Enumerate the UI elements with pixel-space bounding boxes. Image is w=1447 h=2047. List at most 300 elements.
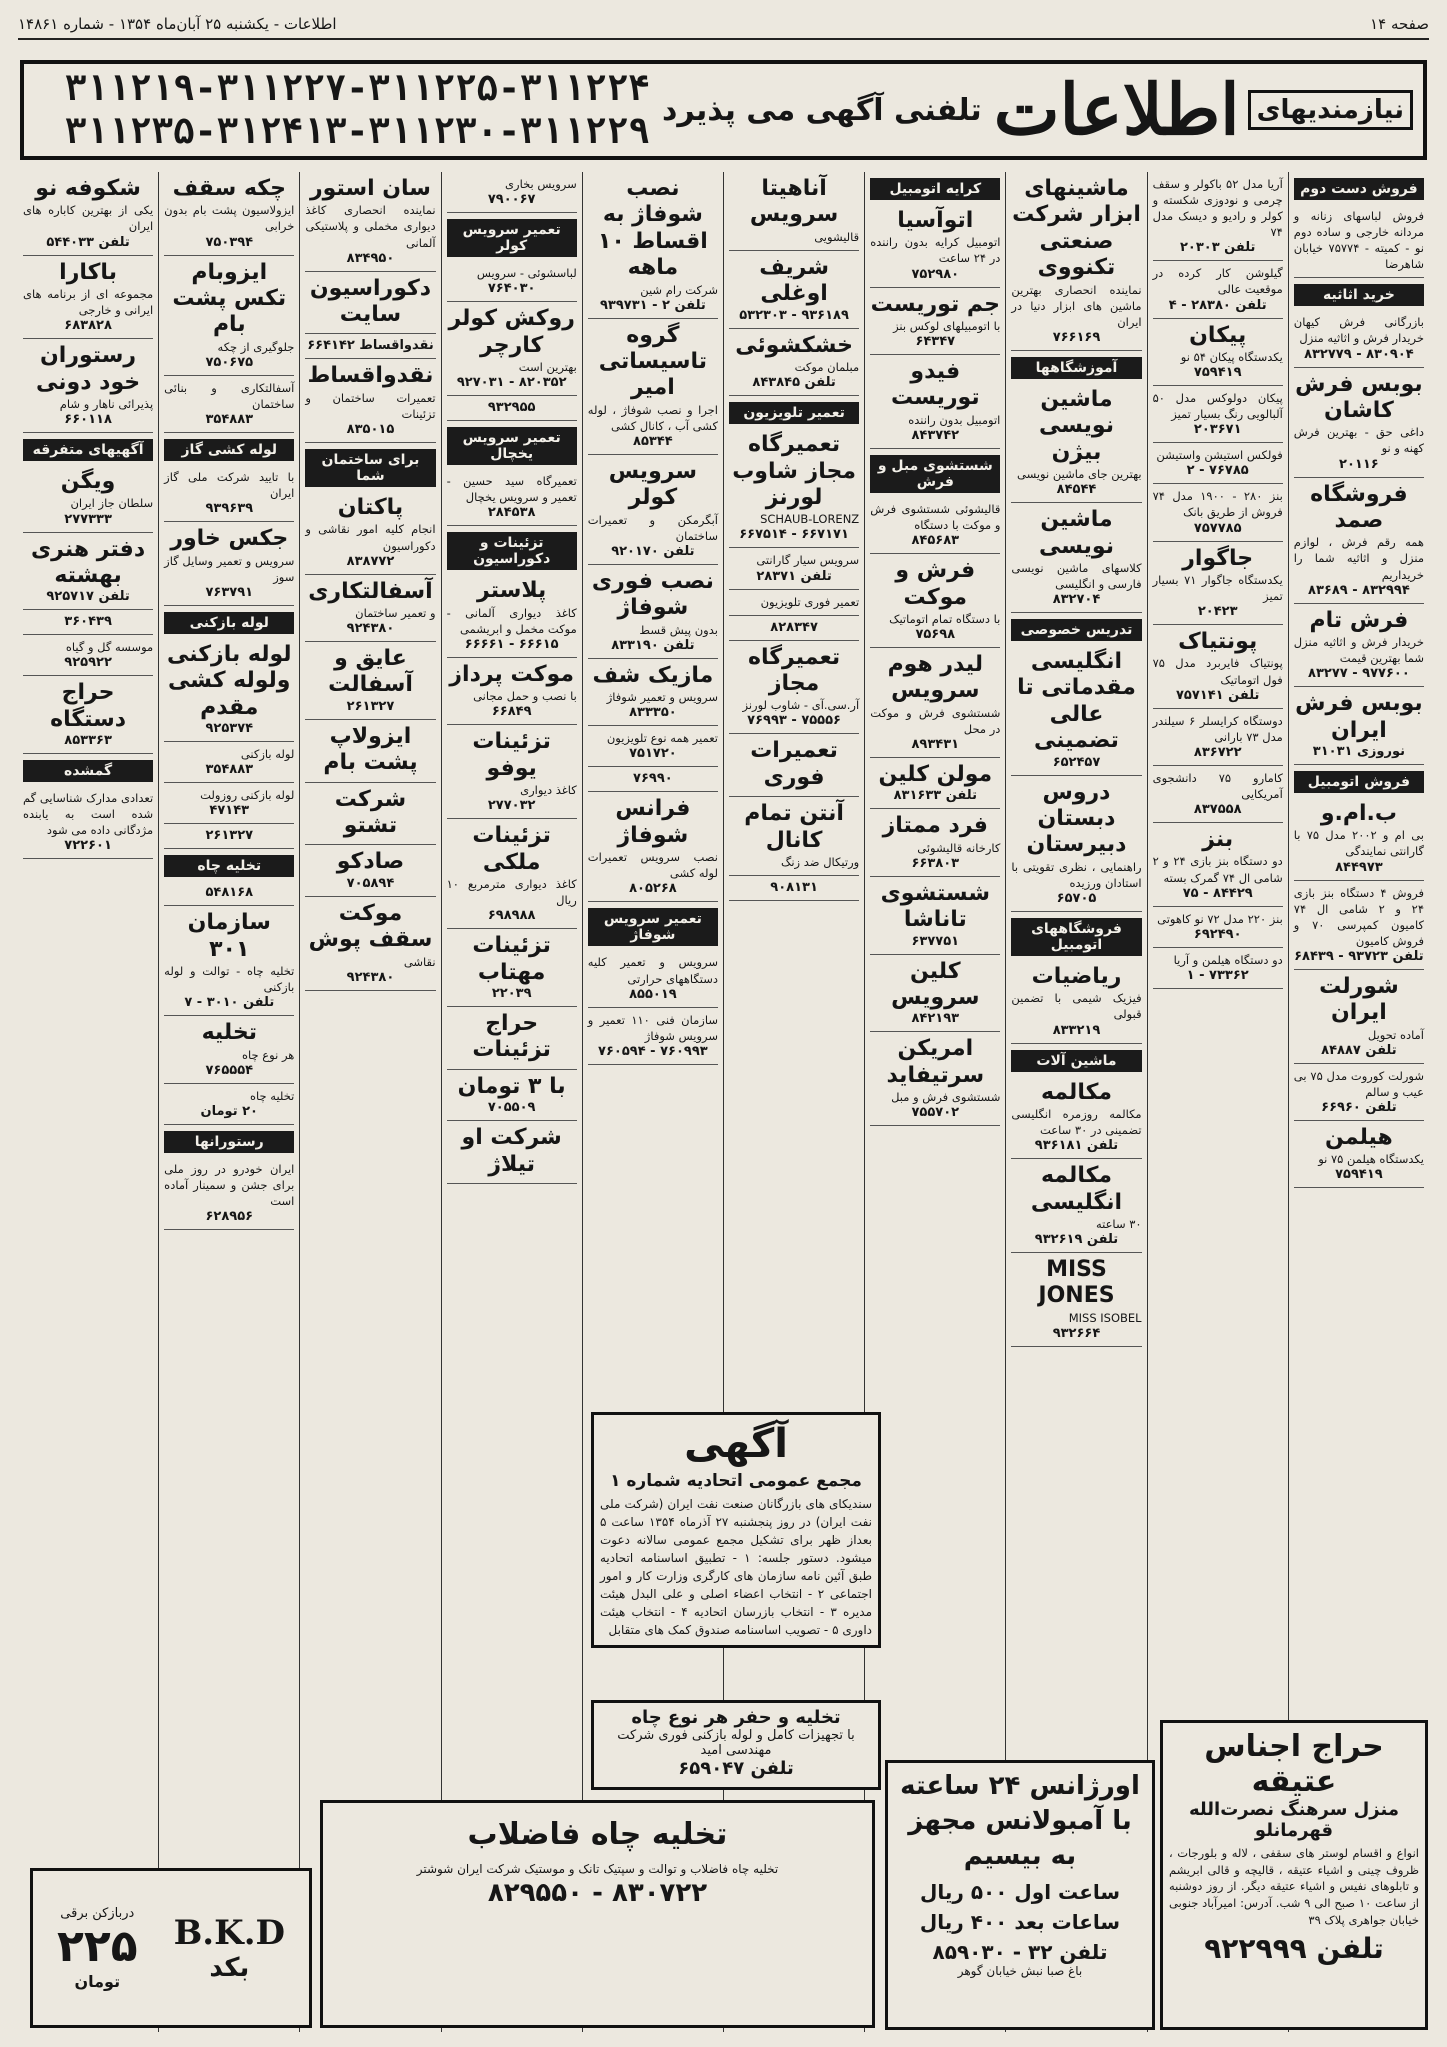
banner-phones-line2: ۳۱۱۲۳۵-۳۱۲۴۱۳-۳۱۱۲۳۰-۳۱۱۲۲۹ [64, 111, 650, 152]
ad-phone: ۷۵۵۵۶ - ۷۶۹۹۳ [747, 713, 841, 729]
amb-line5: ساعات بعد ۴۰۰ ریال [919, 1910, 1121, 1935]
classified-ad [870, 204, 1000, 288]
classified-ad [1294, 687, 1424, 765]
ad-phone: تلفن ۵۴۴۰۳۳ [46, 234, 130, 250]
classified-ad [447, 302, 577, 396]
ad-body: دوستگاه کرایسلر ۶ سیلندر مدل ۷۳ بارانی [1152, 713, 1283, 744]
ad-heading: صادکو [336, 849, 405, 875]
ad-phone: ۶۴۳۴۷ [915, 334, 956, 350]
classified-ad [870, 877, 1000, 955]
ad-heading: رستوران خود دونی [36, 343, 141, 395]
bkd-logo: B.K.D [173, 1913, 286, 1953]
ad-body: کارخانه قالیشوئی [917, 840, 1001, 855]
ad-heading: مکالمه [1040, 1079, 1112, 1105]
classified-ad [164, 742, 294, 783]
ad-heading: لوله بازکنی ولوله کشی مقدم [167, 641, 292, 720]
classified-ad [305, 720, 435, 783]
bkd-note: دربازکن برقی [60, 1905, 135, 1921]
ad-heading: موکت سقف پوش [308, 900, 433, 953]
ad-heading: فرش تام [1309, 607, 1409, 633]
ad-phone: ۹۲۵۳۷۴ [205, 720, 254, 736]
ad-body: پذیرائی ناهار و شام [59, 396, 154, 411]
classified-ad [305, 575, 435, 642]
category-heading: تعمیر سرویس کولر [447, 219, 577, 257]
ad-phone: ۸۲۰۳۵۲ - ۹۲۷۰۳۱ [456, 375, 567, 391]
ad-body: فولکس استیشن واستیشن [1156, 448, 1283, 463]
ad-body: مکالمه روزمره انگلیسی تضمینی در ۳۰ ساعت [1011, 1106, 1142, 1138]
category-heading: تعمیر تلویزیون [729, 402, 859, 424]
ad-body: فیزیک شیمی با تضمین قبولی [1011, 991, 1142, 1022]
ad-phone: ۶۳۷۷۵۱ [911, 933, 960, 949]
ad-column [18, 172, 158, 2032]
ad-body: یکی از بهترین کاباره های ایران [22, 203, 154, 234]
ad-phone: ۶۵۲۴۵۷ [1052, 754, 1101, 770]
classified-ad [870, 288, 1000, 355]
ad-heading: امریکن سرتیفاید [886, 1036, 985, 1088]
classified-ad [305, 272, 435, 335]
classified-ad [729, 251, 859, 329]
septic-ad [320, 1800, 875, 2028]
ad-body: اجرا و نصب شوفاژ ، لوله کشی آب ، کانال کشی [587, 402, 718, 433]
classified-ad [164, 1157, 294, 1230]
ad-phone: ۷۵۹۴۱۹ [1193, 365, 1242, 381]
ad-phone: ۸۳۶۷۲۲ [1193, 744, 1242, 760]
ad-body: کاغذ دیواری [520, 783, 577, 798]
classified-ad [23, 533, 153, 611]
ad-body: لوله بازکنی روزولت [200, 788, 295, 803]
ad-body: بدون پیش قسط [639, 622, 718, 637]
classified-ad [23, 610, 153, 635]
ad-body: خریدار فرش و اثاثیه منزل شما بهترین قیمت [1293, 634, 1424, 666]
ad-phone: ۸۳۲۹۹۴ - ۸۳۶۸۹ [1308, 582, 1410, 598]
classified-ad [164, 638, 294, 742]
ad-heading: شکوفه نو [35, 176, 141, 201]
ad-phone: ۸۵۳۴۴ [633, 434, 673, 450]
ad-phone: ۷۳۳۶۲ - ۱ [1186, 967, 1249, 983]
ad-phone: ۶۶۳۸۰۳ [911, 855, 960, 871]
ad-heading: شریف اوغلی [759, 254, 829, 307]
classified-ad [1294, 478, 1424, 604]
ad-body: شستشوی فرش و موکت در محل [870, 705, 1001, 736]
ad-heading: انگلیسی مقدماتی تا عالی تضمینی [1017, 649, 1136, 754]
ad-phone: ۸۴۵۶۸۳ [911, 533, 960, 549]
category-heading: گمشده [23, 760, 153, 782]
classified-ad [729, 734, 859, 797]
ad-phone: ۸۰۵۲۶۸ [629, 881, 677, 897]
classified-ad [1153, 542, 1283, 626]
ad-body: مجموعه ای از برنامه های ایرانی و خارجی [22, 286, 154, 318]
ad-heading: تعمیرگاه مجاز شاوب لورنز [732, 432, 856, 510]
classified-ad [729, 329, 859, 396]
ad-phone: ۹۳۶۱۸۹ - ۵۳۲۳۰۳ [739, 307, 849, 323]
ad-body: فروش لباسهای زنانه و مردانه خارجی و ساده دوم نو - کمیته - ۷۵۷۷۴ خیابان شاهرضا [1293, 209, 1424, 272]
ad-phone: ۷۶۷۸۵ - ۲ [1186, 463, 1249, 479]
classified-ad [588, 319, 718, 455]
classified-ad [1153, 625, 1283, 709]
classified-ad [1294, 604, 1424, 688]
ad-body: نصب سرویس تعمیرات لوله کشی [587, 850, 718, 881]
classified-ad [1294, 368, 1424, 478]
ad-phone: تلفن ۸۳۳۱۹۰ [611, 637, 695, 653]
ad-body: ایران خودرو در روز ملی برای جشن و سمینار آماده است [164, 1161, 295, 1208]
ad-phone: ۸۳۳۲۱۹ [1052, 1022, 1101, 1038]
ad-heading: نصب فوری شوفاژ [591, 568, 714, 621]
ad-phone: نقدواقساط ۶۶۴۱۴۲ [307, 338, 434, 354]
ad-heading: هیلمن [1325, 1124, 1393, 1150]
ad-phone: ۳۶۰۴۳۹ [64, 614, 112, 630]
ad-phone: ۶۶۸۴۹ [491, 704, 532, 720]
ad-column [864, 172, 1005, 2032]
classified-ad [729, 616, 859, 641]
ad-phone: ۸۵۳۳۶۳ [64, 733, 112, 749]
ad-phone: ۹۲۵۹۲۲ [64, 655, 112, 671]
ad-body: بازرگانی فرش کیهان خریدار فرش و اثاثیه منزل [1293, 315, 1424, 346]
category-heading: لوله کشی گاز [164, 439, 294, 461]
ad-body: سرویس بخاری [505, 177, 577, 191]
classified-ad [447, 819, 577, 929]
ad-phone: ۷۶۴۰۳۰ [487, 281, 536, 297]
classified-ad [1011, 503, 1141, 613]
ad-body: نقاشی [403, 954, 436, 969]
ad-body: ۳۰ ساعته [1095, 1216, 1142, 1231]
classified-ad [164, 881, 294, 906]
ad-body: کلاسهای ماشین نویسی فارسی و انگلیسی [1011, 560, 1142, 591]
category-heading: تعمیر سرویس شوفاژ [588, 908, 718, 946]
ad-phone: ۷۵۰۶۷۵ [205, 354, 254, 370]
classified-ad [305, 845, 435, 896]
ad-heading: ایزولاپ پشت بام [323, 723, 418, 776]
ad-phone: ۷۰۵۸۹۴ [346, 875, 395, 891]
ad-body: دو دستگاه هیلمن و آریا [1173, 952, 1283, 967]
classified-ad [164, 465, 294, 522]
classified-ad [1153, 443, 1283, 484]
ad-phone: ۴۷۱۴۳ [209, 803, 250, 819]
ad-body: اتومبیل بدون راننده [908, 412, 1001, 427]
classified-ad [1011, 645, 1141, 776]
classified-ad [1294, 204, 1424, 278]
ad-heading: شرکت او تیلاژ [461, 1125, 562, 1177]
classified-ad [588, 172, 718, 319]
category-heading: رستورانها [164, 1131, 294, 1153]
ad-heading: شستشوی تاناشا [880, 880, 990, 933]
ad-phone: تلفن ۸۴۸۸۷ [1321, 1042, 1397, 1058]
ad-phone: ۷۵۱۷۲۰ [629, 746, 677, 762]
ad-phone: ۶۹۲۴۹۰ [1193, 926, 1242, 942]
ad-phone: تلفن ۲۸۳۷۱ [756, 568, 832, 584]
ad-phone: نوروزی ۳۱۰۳۱ [1312, 743, 1405, 759]
ad-body: دو دستگاه بنز بازی ۲۴ و ۲ شامی ال ۷۴ گمرک بسته [1152, 854, 1283, 885]
ad-phone: تلفن ۳۰۱۰ - ۷ [184, 995, 275, 1011]
classified-ad [870, 758, 1000, 809]
ad-heading: نصب شوفاژ به اقساط ۱۰ ماهه [597, 176, 708, 281]
ad-phone: ۷۶۹۹۰ [633, 771, 673, 787]
category-heading: تخلیه چاه [164, 855, 294, 877]
ad-heading: ب.ام.و [1320, 800, 1397, 826]
ad-column [441, 172, 582, 2032]
ad-heading: پیکان [1189, 322, 1247, 348]
banner-prefix: نیازمندیهای [1248, 90, 1413, 130]
ad-body: آبگرمکن و تعمیرات ساختمان [587, 512, 718, 543]
bkd-price: ۲۲۵ [57, 1920, 138, 1972]
ad-phone: ۸۲۸۳۴۷ [770, 619, 818, 635]
ad-body: آر.سی.آی - شاوب لورنز [742, 698, 860, 713]
well-title: تخلیه و حفر هر نوع چاه [631, 1707, 841, 1728]
ad-body: سرویس و تعمیر کلیه دستگاههای حرارتی [587, 955, 718, 986]
ad-body: آسفالتکاری و بنائی ساختمان [164, 380, 295, 411]
ad-body: سرویس و تعمیر وسایل گاز سوز [164, 553, 295, 584]
classified-ad [870, 955, 1000, 1033]
classified-ad [164, 172, 294, 256]
ad-heading: تزئینات یوفو [472, 729, 551, 781]
ad-body: لوله بازکنی [240, 746, 295, 761]
category-heading: لوله بازکنی [164, 612, 294, 634]
ad-phone: ۷۵۲۹۸۰ [911, 266, 960, 282]
ad-body: بهترین است [518, 359, 577, 374]
ad-phone: ۲۷۷۳۳۳ [64, 511, 112, 527]
category-heading: شستشوی مبل و فرش [870, 455, 1000, 493]
classified-ad [305, 359, 435, 443]
ad-heading: جاگوار [1182, 545, 1254, 571]
ad-phone: ۸۳۸۷۷۲ [346, 553, 395, 569]
ad-phone: تلفن ۸۳۱۶۳۳ [893, 788, 977, 804]
ad-phone: ۸۵۵۰۱۹ [629, 986, 677, 1002]
classified-ad [729, 797, 859, 876]
ad-body: با نصب و حمل مجانی [473, 689, 577, 704]
ad-body: تعمیر همه نوع تلویزیون [606, 731, 718, 746]
ad-phone: ۹۳۲۹۵۵ [487, 400, 536, 416]
classified-ad [447, 725, 577, 819]
ad-phone: ۸۳۵۰۱۵ [346, 422, 395, 438]
classified-ad [447, 469, 577, 526]
ad-heading: فیدو توریست [890, 359, 980, 411]
classified-ad [729, 548, 859, 589]
ad-body: نماینده انحصاری کاغذ دیواری مخملی و پلاستیکی آلمانی [305, 203, 436, 250]
ad-phone: ۹۷۷۶۰۰ - ۸۳۲۷۷ [1308, 666, 1410, 682]
ad-phone: ۵۴۸۱۶۸ [205, 885, 254, 901]
ad-heading: باکارا [59, 259, 117, 285]
classified-ad [870, 809, 1000, 876]
ad-phone: ۷۶۳۷۹۱ [205, 584, 254, 600]
ad-phone: ۸۴۲۱۹۳ [911, 1011, 960, 1027]
ad-heading: سازمان ۳۰۱ [187, 910, 271, 962]
ad-phone: ۶۶۰۱۱۸ [64, 412, 112, 428]
antique-auction-ad [1160, 1720, 1428, 2030]
ad-body: سرویس و تعمیر شوفاژ [606, 690, 718, 705]
ad-heading: ماشین نویسی بیژن [1039, 386, 1114, 465]
classified-ad [164, 522, 294, 606]
banner-phones-line1: ۳۱۱۲۱۹-۳۱۱۲۲۷-۳۱۱۲۲۵-۳۱۱۲۲۴ [64, 67, 650, 109]
classified-ad [23, 635, 153, 676]
ad-heading: سرویس کولر [608, 459, 698, 511]
ad-phone: ۶۶۶۱۵ - ۶۶۶۶۱ [464, 636, 559, 652]
classified-ad [447, 172, 577, 213]
ad-phone: ۸۴۳۷۴۲ [911, 427, 960, 443]
ad-phone: ۸۹۳۴۳۱ [911, 736, 960, 752]
ad-body: شستشوی فرش و مبل [891, 1090, 1001, 1105]
auction-body: انواع و اقسام لوستر های سقفی ، لاله و بلورجات ، ظروف چینی و اشیاء عتیقه ، قالیچه و قالی ابریشم و تابلوهای نفیس و اشیاء عتیقه دیگر. از روز دوشنبه از ساعت ۱۰ صبح الی ۹ شب. آدرس: امیرآباد جنوبی خیابان جواهری پلاک ۳۹ [1169, 1846, 1419, 1927]
ad-heading: فروشگاه صمد [1310, 481, 1408, 533]
ad-body: هر نوع چاه [242, 1047, 295, 1062]
well-body: با تجهیزات کامل و لوله بازکنی فوری شرکت مهندسی امید [617, 1728, 855, 1758]
ad-heading: چکه سقف [172, 176, 286, 201]
notice-title: آگهی [684, 1421, 788, 1467]
classified-ad [588, 1008, 718, 1065]
ad-heading: با ۳ تومان [457, 1073, 566, 1099]
ad-heading: بنز [1202, 827, 1234, 853]
ad-body: با تایید شرکت ملی گاز ایران [164, 470, 295, 501]
ad-body: کاغذ دیواری مترمربع ۱۰ ریال [446, 876, 577, 908]
ad-body: داغی حق - بهترین فرش کهنه و نو [1293, 425, 1424, 456]
classified-ad [870, 1032, 1000, 1126]
ad-heading: اتوآسیا [897, 208, 974, 233]
ad-heading: دروس دبستان دبیرستان [1026, 779, 1127, 858]
ad-body: راهنمایی ، نظری تقویتی با استادان ورزیده [1011, 859, 1142, 890]
amb-line3: به بیسیم [963, 1841, 1077, 1872]
classified-ad [1153, 766, 1283, 823]
ad-phone: ۲۰۱۱۶ [1339, 456, 1379, 472]
banner-subtitle: تلفنی آگهی می پذیرد [661, 92, 982, 128]
ad-heading: مازیک شف [592, 662, 714, 688]
classified-ad [870, 554, 1000, 648]
ad-heading: ماشین نویسی [1039, 507, 1114, 559]
ad-phone: ۷۶۶۱۶۹ [1052, 329, 1101, 345]
ad-phone: ۷۹۰۰۶۷ [487, 192, 536, 208]
classified-ad [1011, 1253, 1141, 1347]
classified-ad [1011, 960, 1141, 1044]
classified-ad [729, 172, 859, 251]
ad-heading: بوبس فرش ایران [1295, 691, 1423, 743]
ad-body: یکدستگاه پیکان ۵۴ نو [1180, 349, 1283, 364]
category-heading: آگهیهای متفرقه [23, 439, 153, 461]
ad-body: تعمیرات ساختمان و تزئینات [305, 390, 436, 421]
classified-ad [729, 641, 859, 735]
classified-ad [729, 876, 859, 901]
classified-ad [447, 929, 577, 1007]
ad-heading: تعمیرگاه مجاز [748, 644, 841, 696]
classified-ad [164, 783, 294, 824]
ad-heading: تخلیه [201, 1020, 257, 1046]
ad-body: تعدادی مدارک شناسایی گم شده است به یابنده مژدگانی داده می شود [22, 791, 154, 838]
ad-phone: ۶۹۸۹۸۸ [487, 908, 536, 924]
classified-ad [1294, 797, 1424, 881]
classified-ad [305, 897, 435, 991]
classified-ad [305, 334, 435, 359]
classified-ad [164, 1084, 294, 1125]
ad-phone: ۲۲۰۳۹ [491, 985, 532, 1001]
well-drilling-ad [591, 1700, 881, 1790]
ad-phone: ۷۶۰۹۹۳ - ۷۶۰۵۹۴ [598, 1043, 708, 1059]
ad-body: فروش ۴ دستگاه بنز بازی ۲۴ و ۲ شامی ال ۷۴ کامیون کمپرسی ۷۰ و فروش کامیون [1293, 885, 1424, 948]
classified-ad [729, 590, 859, 616]
category-heading: فروش اتومبیل [1294, 771, 1424, 793]
septic-phone: ۸۳۰۷۲۲ - ۸۲۹۵۵۰ [487, 1878, 708, 1908]
ad-body: همه رقم فرش ، لوازم منزل و اثاثیه شما را خریداریم [1293, 535, 1424, 582]
running-header [18, 10, 1429, 40]
classified-ad [870, 355, 1000, 449]
classified-ad [447, 1007, 577, 1070]
ad-phone: ۹۲۴۳۸۰ [346, 969, 395, 985]
ad-body: قالیشویی [814, 229, 860, 244]
amb-phone: تلفن ۳۲ - ۸۵۹۰۳۰ [932, 1940, 1108, 1965]
issue-info: اطلاعات - یکشنبه ۲۵ آبان‌ماه ۱۳۵۴ - شماره ۱۴۸۶۱ [18, 15, 337, 33]
classified-ad [588, 792, 718, 902]
ad-phone: تلفن ۸۴۳۸۴۵ [752, 375, 836, 391]
classified-ad [447, 1121, 577, 1184]
classified-ad [23, 786, 153, 859]
ad-body: بنز ۲۲۰ مدل ۷۲ نو کاهوتی [1157, 911, 1283, 926]
ad-phone: ۹۳۹۶۳۹ [205, 501, 254, 517]
ad-heading: پاکتان [337, 495, 404, 521]
ad-body: با دستگاه تمام اتوماتیک [889, 611, 1001, 626]
classified-ad [164, 1016, 294, 1083]
septic-body: تخلیه چاه فاضلاب و توالت و سپتیک تانک و موستیک شرکت ایران شوشتر [416, 1862, 779, 1876]
ad-body: قالیشوئی شستشوی فرش و موکت با دستگاه [870, 501, 1001, 533]
auction-phone: تلفن ۹۲۲۹۹۹ [1204, 1932, 1384, 1966]
ad-heading: شرکت تشتو [334, 786, 407, 839]
ad-column [299, 172, 440, 2032]
classified-ad [23, 465, 153, 532]
ad-body: آماده تحویل [1367, 1027, 1424, 1042]
ad-body: شورلت کوروت مدل ۷۵ بی عیب و سالم [1293, 1068, 1424, 1099]
classified-ad [588, 950, 718, 1007]
ad-phone: ۶۲۸۹۵۶ [205, 1208, 254, 1224]
ad-phone: ۷۵۰۳۹۴ [205, 234, 254, 250]
classified-ad [1153, 319, 1283, 386]
classified-ad [447, 658, 577, 725]
ad-heading: فرش و موکت [895, 558, 976, 610]
ad-phone: ۷۵۷۷۸۵ [1193, 520, 1242, 536]
ad-phone: ۷۶۵۵۵۴ [205, 1062, 254, 1078]
ad-phone: ۸۴۵۴۴ [1056, 482, 1097, 498]
category-heading: تدریس خصوصی [1011, 619, 1141, 641]
category-heading: تعمیر سرویس یخچال [447, 427, 577, 465]
category-heading: فروش دست دوم [1294, 178, 1424, 200]
ad-heading: بوبس فرش کاشان [1295, 371, 1423, 423]
ad-phone: ۳۵۴۸۸۳ [205, 762, 254, 778]
classified-ad [1153, 948, 1283, 989]
ad-phone: ۳۵۴۸۸۳ [205, 412, 254, 428]
classified-ad [1294, 1121, 1424, 1188]
classified-ad [23, 676, 153, 754]
classified-ad [23, 172, 153, 256]
ad-phone: تلفن ۹۳۶۱۸۱ [1034, 1138, 1119, 1154]
classified-ad [305, 642, 435, 720]
bkd-ad [30, 1868, 312, 2028]
classified-ad [1153, 172, 1283, 261]
classified-ad [447, 396, 577, 421]
ad-heading: جم توریست [870, 291, 1000, 317]
ad-body: ایزولاسیون پشت بام بدون خرابی [164, 203, 295, 234]
ad-phone: تلفن ۹۳۷۲۳ - ۶۸۴۳۹ [1294, 948, 1424, 964]
category-heading: برای ساختمان شما [305, 449, 435, 487]
ad-body: کاغذ دیواری آلمانی - موکت مخمل و ابریشمی [446, 605, 577, 636]
classified-ad [1153, 484, 1283, 541]
ad-heading: حراج دستگاه [50, 680, 127, 732]
category-heading: خرید اثاثیه [1294, 284, 1424, 306]
category-heading: ماشین آلات [1011, 1050, 1141, 1072]
classified-ad [1153, 261, 1283, 318]
classified-ad [1011, 172, 1141, 351]
ad-phone: ۹۲۴۳۸۰ [346, 621, 395, 637]
classified-ad [1294, 310, 1424, 367]
ad-heading: تزئینات مهتاب [472, 933, 551, 985]
classified-ad [1153, 823, 1283, 907]
ad-heading: خشکشوئی [735, 332, 853, 358]
category-heading: تزئینات و دکوراسیون [447, 532, 577, 570]
ad-phone: ۹۳۲۶۶۴ [1052, 1325, 1101, 1341]
ad-phone: ۹۰۸۱۳۱ [770, 880, 818, 896]
ad-body: شرکت رام شین [640, 282, 718, 297]
